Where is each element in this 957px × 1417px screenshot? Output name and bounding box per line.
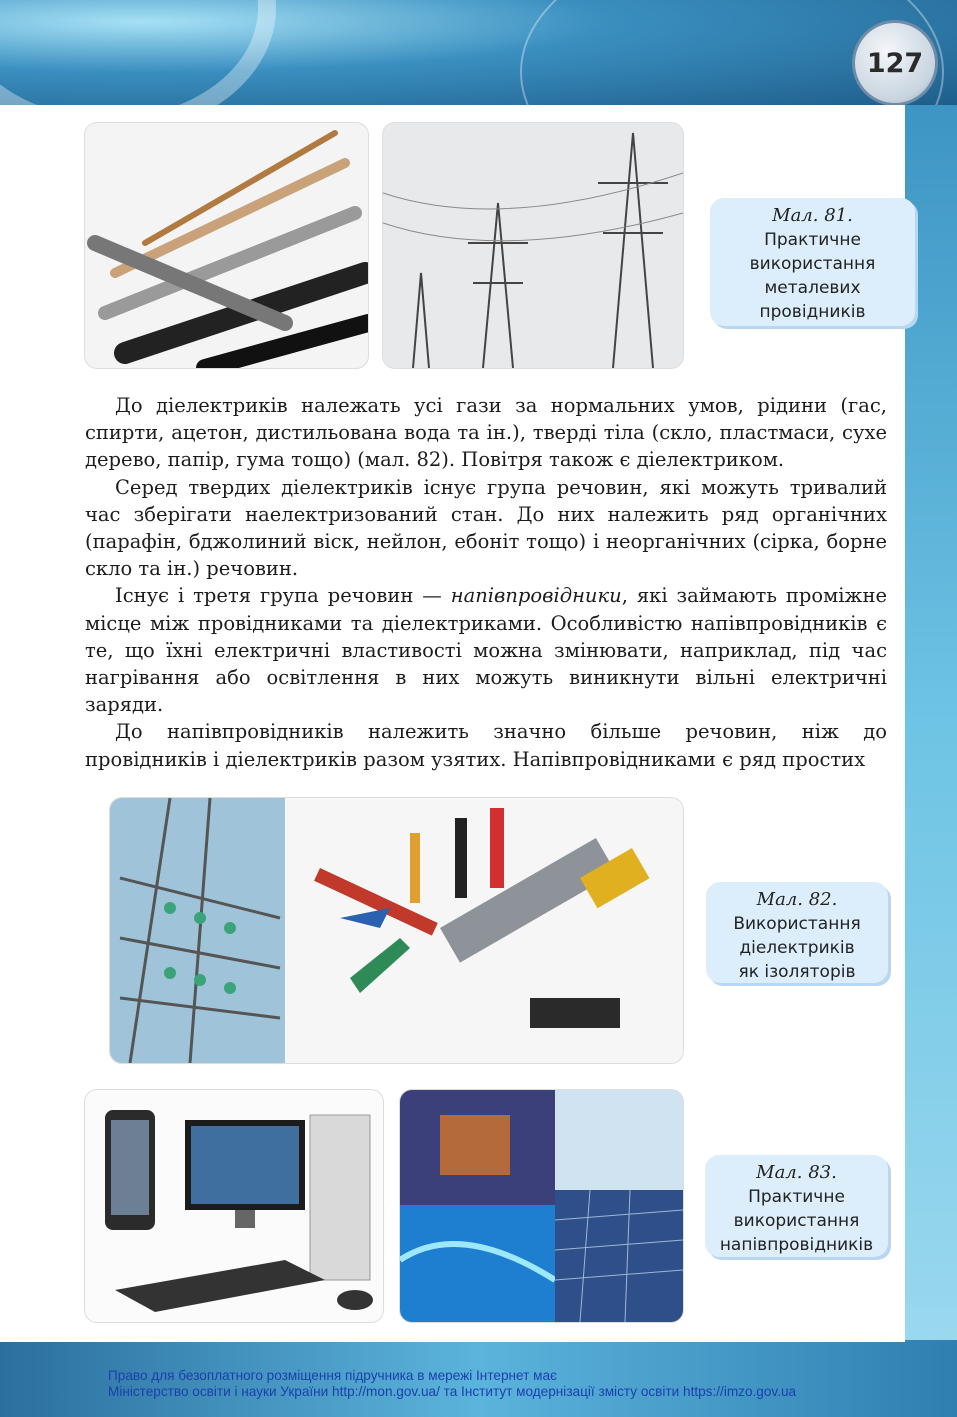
cables-illustration: [85, 123, 368, 368]
footer-line-2: Міністерство освіти і науки України http://mon.gov.ua/ та Інститут модернізації змісту освіти https://imzo.gov.ua: [108, 1384, 797, 1399]
computer-illustration: [85, 1090, 383, 1322]
semiconductors-illustration: [400, 1090, 683, 1322]
figure-81-caption: [710, 198, 915, 326]
paragraph-3-start: Існує і третя група речовин —: [115, 584, 451, 608]
term-semiconductors: напівпровідники: [450, 584, 622, 608]
figure-83-line: використання: [733, 1211, 860, 1231]
header-decoration: [0, 0, 957, 110]
paragraph-3: [85, 582, 887, 718]
figure-83-line: напівпровідників: [719, 1235, 874, 1255]
header-arc: [0, 0, 276, 110]
paragraph-4: До напівпровідників належить значно більше речовин, ніж до провідників і діелектриків разом узятих. Напівпровідниками є ряд простих: [85, 720, 887, 771]
figure-82-label: Мал. 82.: [756, 889, 838, 910]
figure-82-line: діелектриків: [739, 938, 855, 958]
footer-notice: [108, 1368, 888, 1400]
body-text-full: [85, 392, 887, 773]
figure-83-caption: [705, 1155, 888, 1257]
figure-82-line: як ізоляторів: [738, 962, 856, 982]
figure-82-line: Використання: [733, 914, 861, 934]
figure-81-line: провідників: [759, 302, 866, 322]
paragraph-1: До діелектриків належать усі гази за нормальних умов, рідини (гас, спирти, ацетон, дистильована вода та ін.), тверді тіла (скло, пластмаси, сухе дерево, папір, гума тощо) (мал. 82). Повітря також є діелектриком.: [85, 394, 887, 472]
paragraph-2: Серед твердих діелектриків існує група речовин, які можуть тривалий час зберігати наелектризований стан. До них належить ряд органічних (парафін, бджолиний віск, нейлон, ебоніт тощо) і неорганічних (сірка, борне скло та ін.) речовин.: [85, 475, 887, 581]
figure-83-label: Мал. 83.: [756, 1162, 837, 1183]
page-number: 127: [852, 20, 938, 106]
power-lines-photo: [383, 123, 683, 368]
insulators-tools-illustration: [110, 798, 683, 1063]
paragraph-3-end: , які займають проміжне місце між провідниками та діелектриками. Особливістю напівпровідників є те, що їхні електричні властивості можна змінювати, наприклад, під час нагрівання або освітлення в них можуть виникнути вільні електричні заряди.: [85, 584, 887, 717]
computer-phone-photo: [85, 1090, 383, 1322]
figure-83-line: Практичне: [748, 1187, 845, 1207]
insulators-tools-photo: [110, 798, 683, 1063]
figure-82-caption: [706, 882, 888, 983]
figure-81-line: використання: [749, 254, 876, 274]
figure-81-line: Практичне: [764, 230, 861, 250]
cables-photo: [85, 123, 368, 368]
semiconductors-photo: [400, 1090, 683, 1322]
figure-81-line: металевих: [764, 278, 861, 298]
footer-line-1: Право для безоплатного розміщення підручника в мережі Інтернет має: [108, 1368, 557, 1383]
power-towers-illustration: [383, 123, 683, 368]
figure-81-label: Мал. 81.: [772, 205, 853, 226]
